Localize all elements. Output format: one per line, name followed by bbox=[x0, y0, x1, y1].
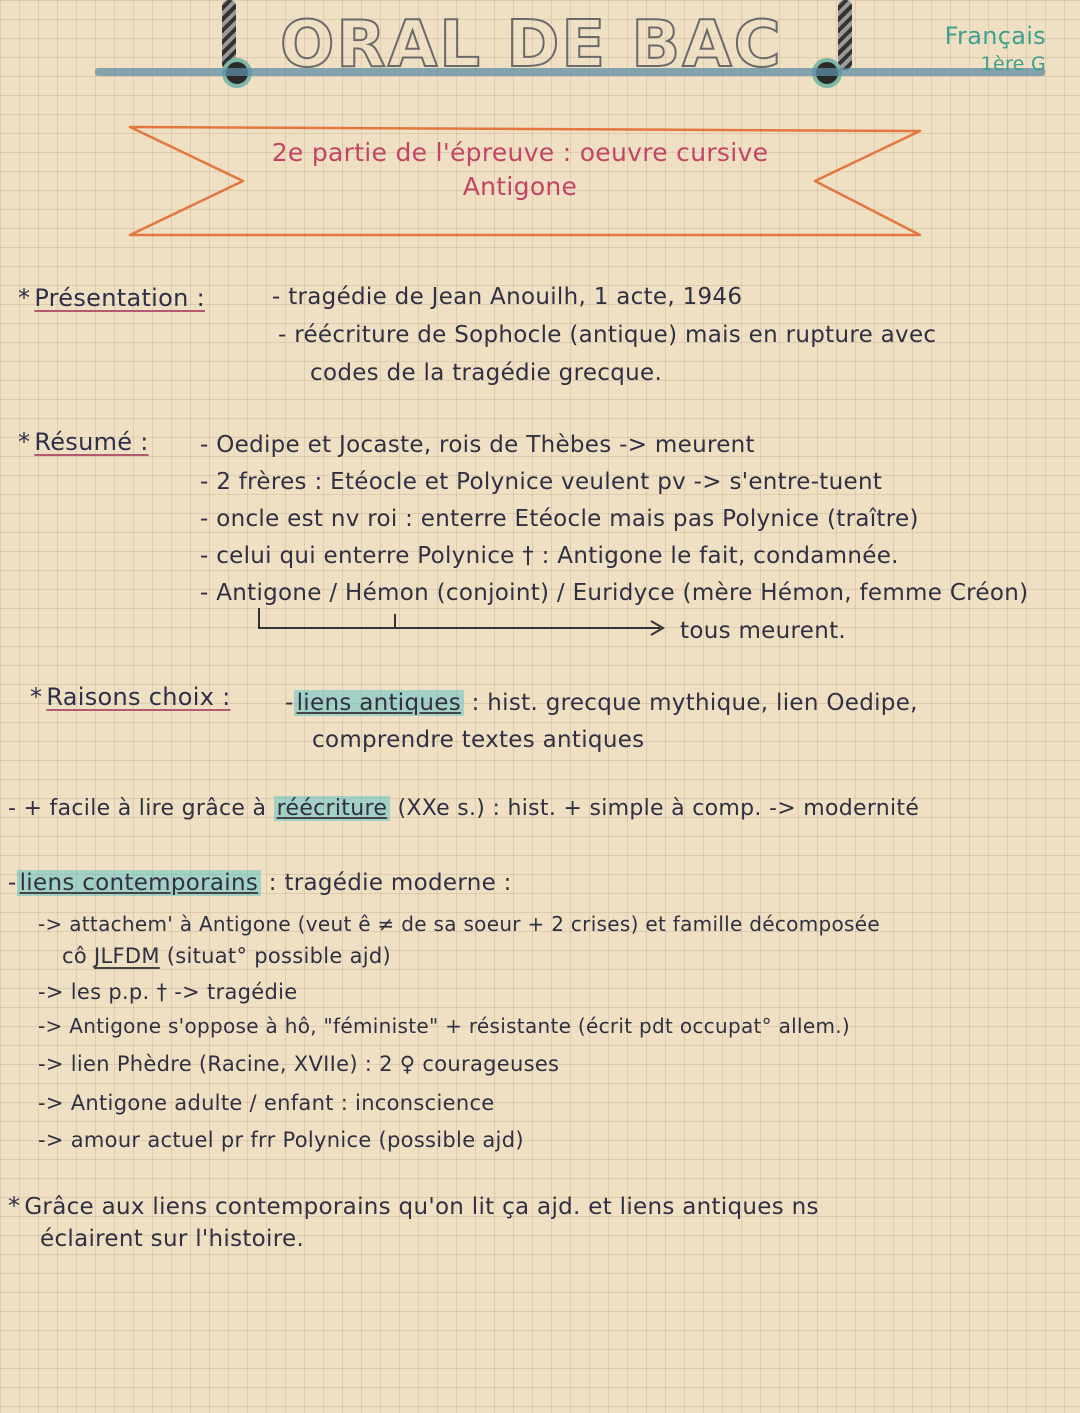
jlfdm-post: (situat° possible ajd) bbox=[166, 944, 392, 968]
resume-line-6: tous meurent. bbox=[680, 618, 847, 644]
banner-subtitle: 2e partie de l'épreuve : oeuvre cursive bbox=[271, 138, 769, 167]
raisons-antiques-line-2: comprendre textes antiques bbox=[312, 727, 645, 753]
contemp-item-6: -> amour actuel pr frr Polynice (possible ajd) bbox=[38, 1128, 524, 1152]
resume-line-3: - oncle est nv roi : enterre Etéocle mais pas Polynice (traître) bbox=[200, 506, 919, 532]
liens-antiques-text: : hist. grecque mythique, lien Oedipe, bbox=[471, 690, 918, 716]
resume-line-5: - Antigone / Hémon (conjoint) / Euridyce (mère Hémon, femme Créon) bbox=[200, 580, 1029, 606]
presentation-line-3: codes de la tragédie grecque. bbox=[310, 360, 663, 386]
resume-label: Résumé : bbox=[34, 428, 149, 456]
jlfdm-line bbox=[62, 944, 391, 968]
bracket-arrow bbox=[255, 606, 675, 636]
liens-contemporains-highlight: liens contemporains bbox=[17, 870, 262, 896]
contemp-text: : tragédie moderne : bbox=[268, 870, 512, 896]
conclusion-line-2: éclairent sur l'histoire. bbox=[40, 1226, 305, 1252]
contemp-item-1: -> attachem' à Antigone (veut ê ≠ de sa soeur + 2 crises) et famille décomposée bbox=[38, 912, 880, 936]
presentation-line-2: - réécriture de Sophocle (antique) mais en rupture avec bbox=[278, 322, 937, 348]
banner-text bbox=[190, 136, 850, 204]
resume-heading bbox=[18, 428, 149, 456]
banner-work-title: Antigone bbox=[462, 172, 578, 201]
contemp-item-4: -> lien Phèdre (Racine, XVIIe) : 2 ♀ courageuses bbox=[38, 1052, 560, 1076]
raisons-heading bbox=[30, 683, 231, 711]
raisons-antiques-line bbox=[285, 690, 918, 716]
resume-line-2: - 2 frères : Etéocle et Polynice veulent pv -> s'entre-tuent bbox=[200, 469, 883, 495]
subject-level: 1ère G bbox=[980, 53, 1046, 75]
dash: - bbox=[285, 690, 294, 716]
page-title: ORAL DE BAC bbox=[280, 8, 783, 82]
jlfdm-abbrev: JLFDM bbox=[93, 944, 160, 968]
facile-pre: - + facile à lire grâce à bbox=[8, 796, 267, 821]
bullet-star: * bbox=[8, 1192, 21, 1220]
raisons-facile-line bbox=[8, 796, 919, 821]
bullet-star: * bbox=[18, 428, 31, 456]
facile-post: (XXe s.) : hist. + simple à comp. -> modernité bbox=[397, 796, 920, 821]
presentation-line-1: - tragédie de Jean Anouilh, 1 acte, 1946 bbox=[272, 284, 743, 310]
contemp-item-3: -> Antigone s'oppose à hô, "féministe" + résistante (écrit pdt occupat° allem.) bbox=[38, 1014, 851, 1038]
conclusion-line-1 bbox=[8, 1192, 819, 1220]
binder-wire-right bbox=[838, 0, 852, 70]
resume-line-1: - Oedipe et Jocaste, rois de Thèbes -> meurent bbox=[200, 432, 755, 458]
contemp-item-2: -> les p.p. † -> tragédie bbox=[38, 980, 298, 1004]
contemp-item-5: -> Antigone adulte / enfant : inconscience bbox=[38, 1091, 495, 1115]
presentation-label: Présentation : bbox=[34, 284, 205, 312]
dash: - bbox=[8, 870, 17, 896]
jlfdm-pre: cô bbox=[62, 944, 87, 968]
resume-line-4: - celui qui enterre Polynice † : Antigone le fait, condamnée. bbox=[200, 543, 899, 569]
conclusion-block bbox=[8, 1192, 819, 1252]
liens-antiques-highlight: liens antiques bbox=[294, 690, 464, 716]
conclusion-text-1: Grâce aux liens contemporains qu'on lit ça ajd. et liens antiques ns bbox=[24, 1194, 819, 1220]
contemp-heading-line bbox=[8, 870, 512, 896]
subject-name: Français bbox=[944, 22, 1046, 50]
raisons-label: Raisons choix : bbox=[46, 683, 231, 711]
bullet-star: * bbox=[30, 683, 43, 711]
presentation-heading bbox=[18, 284, 205, 312]
subject-tag bbox=[945, 22, 1046, 78]
bullet-star: * bbox=[18, 284, 31, 312]
reecriture-highlight: réécriture bbox=[274, 796, 391, 821]
